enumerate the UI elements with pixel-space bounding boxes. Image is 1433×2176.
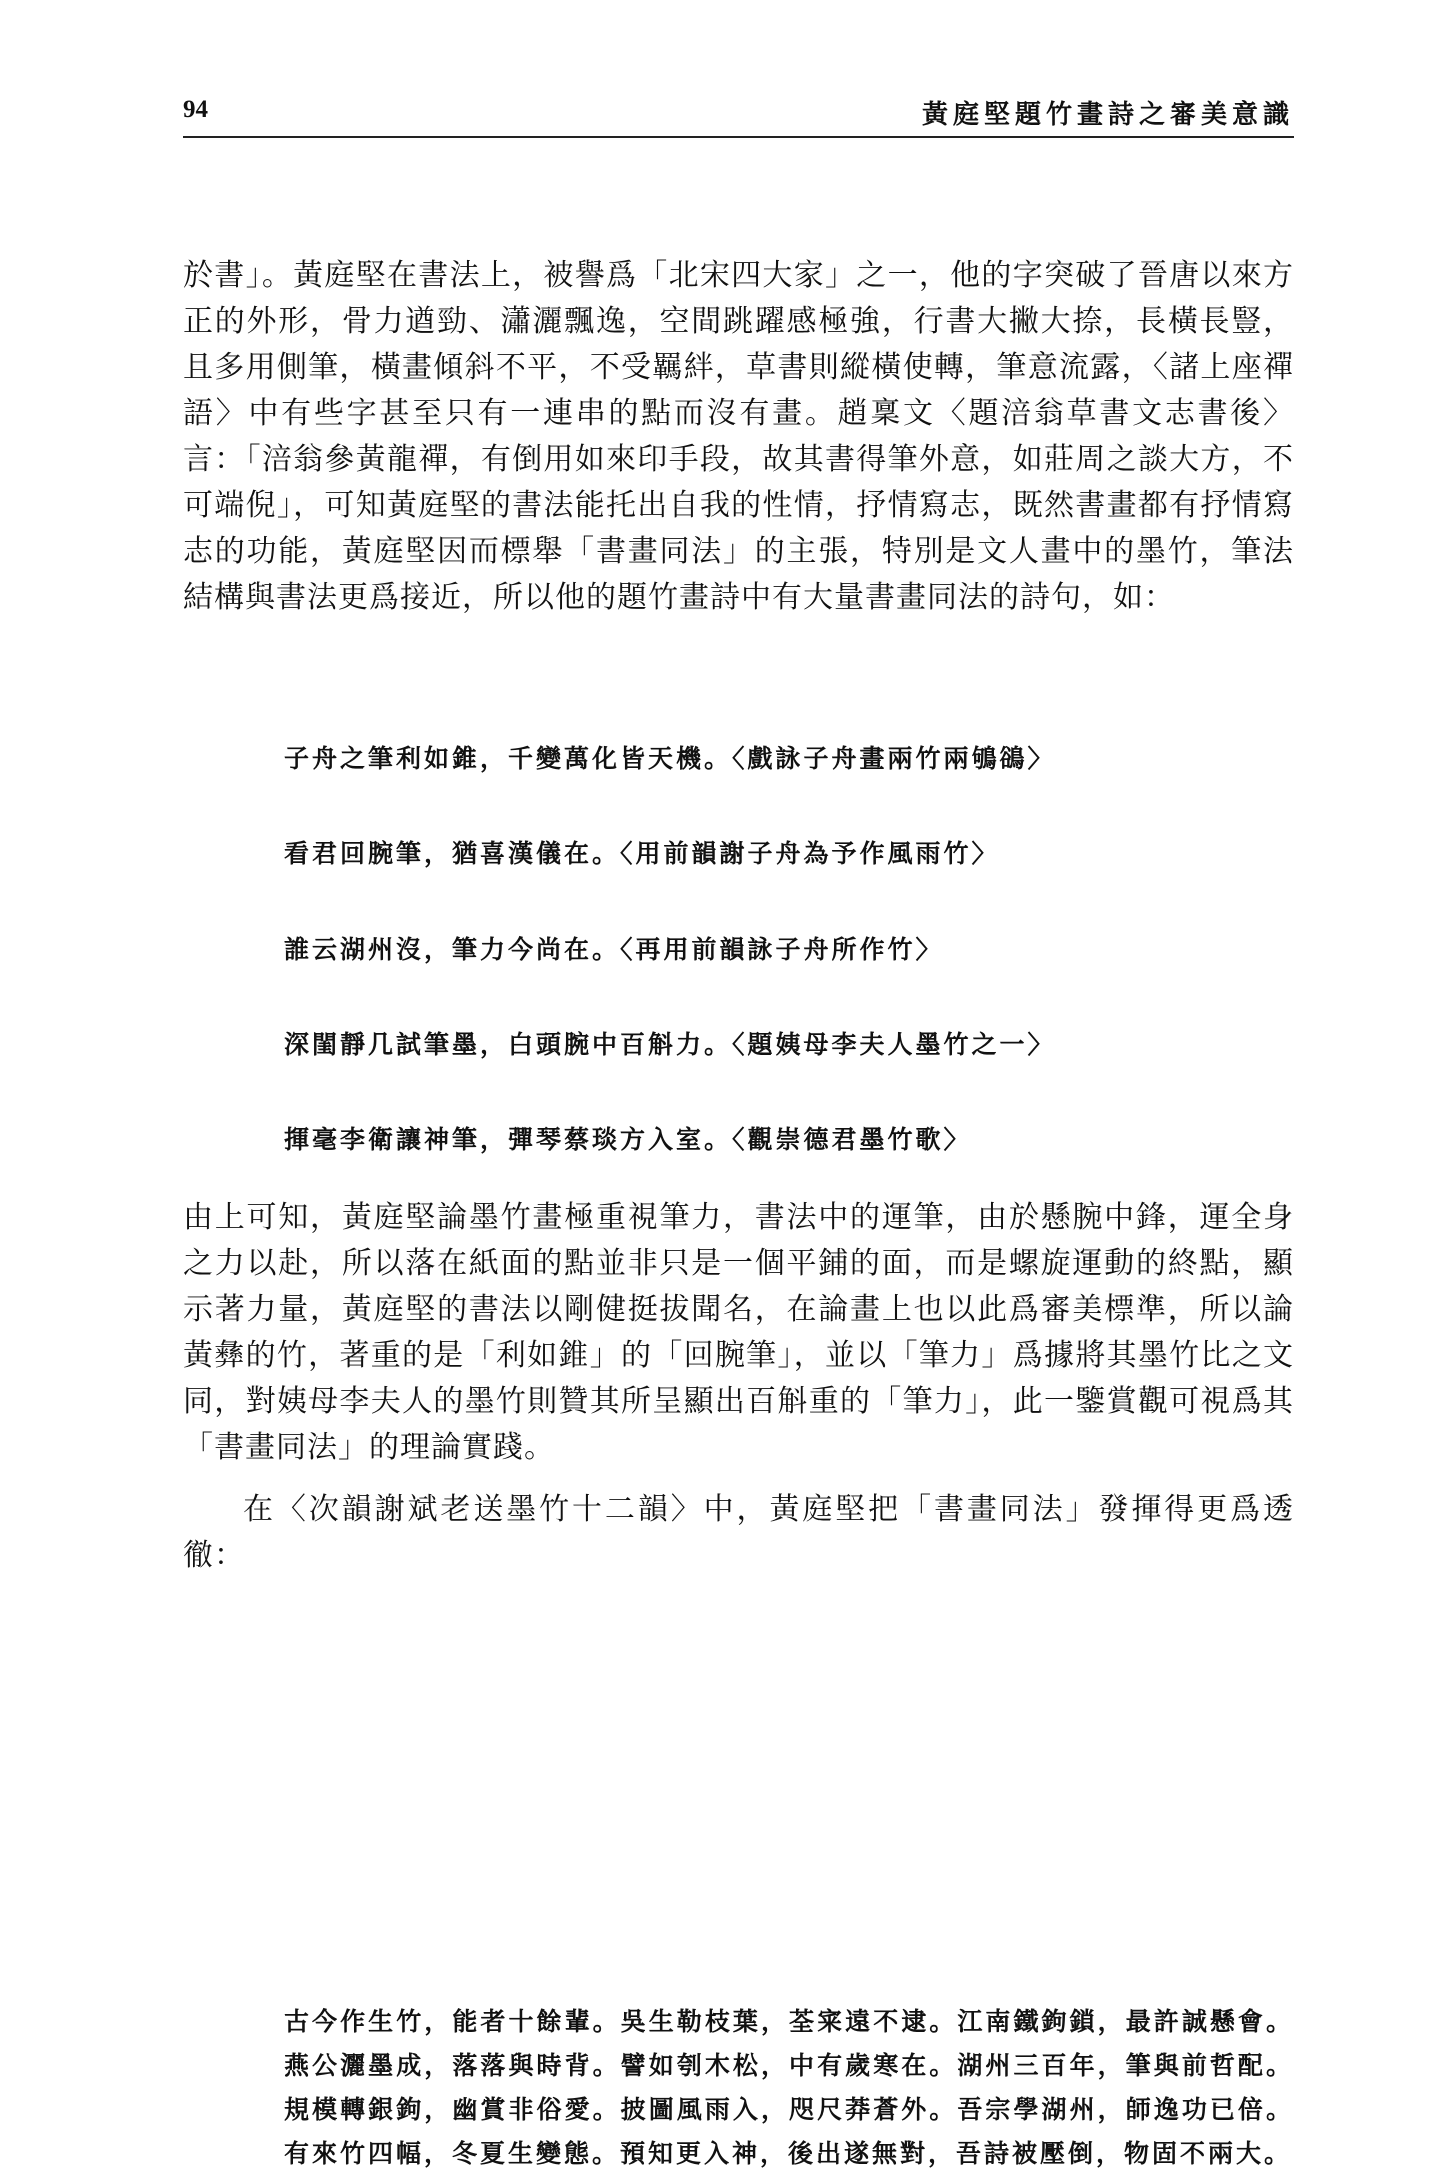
paragraph-1: 於書」。黃庭堅在書法上，被譽爲「北宋四大家」之一，他的字突破了晉唐以來方正的外形，骨力遒勁、瀟灑飄逸，空間跳躍感極強，行書大撇大捺，長橫長豎，且多用側筆，橫畫傾斜不平，不受羈絆，草書則縱橫使轉，筆意流露，〈諸上座禪語〉中有些字甚至只有一連串的點而沒有畫。趙稟文〈題涪翁草書文志書後〉言：「涪翁參黃龍禪，有倒用如來印手段，故其書得筆外意，如莊周之談大方，不可端倪」，可知黃庭堅的書法能托出自我的性情，抒情寫志，既然書畫都有抒情寫志的功能，黃庭堅因而標舉「書畫同法」的主張，特別是文人畫中的墨竹，筆法結構與書法更爲接近，所以他的題竹畫詩中有大量書畫同法的詩句，如： [183, 258, 1294, 615]
running-title: 黃庭堅題竹畫詩之審美意識 [921, 100, 1294, 130]
quote-line-4: 深閨靜几試筆墨，白頭腕中百斛力。〈題姨母李夫人墨竹之一〉 [284, 1030, 1056, 1059]
quote-line-3: 誰云湖州沒，筆力今尚在。〈再用前韻詠子舟所作竹〉 [284, 935, 944, 964]
page-header [183, 92, 1294, 132]
block-quote: 古今作生竹，能者十餘輩。吳生勒枝葉，荃宷遠不逮。江南鐵鉤鎖，最許誠懸會。燕公灑墨成，落落與時背。譬如刳木松，中有歲寒在。湖州三百年，筆與前哲配。規模轉銀鉤，幽賞非俗愛。披圖風雨入，咫尺莽蒼外。吾宗學湖州，師逸功已倍。有來竹四幅，冬夏生變態。預知更入神，後出遂無對，吾詩被壓倒，物固不兩大。 [284, 2007, 1294, 2168]
page-number: 94 [183, 96, 208, 123]
quote-line-1: 子舟之筆利如錐，千變萬化皆天機。〈戲詠子舟畫兩竹兩鴝鵒〉 [284, 744, 1056, 773]
header-rule [183, 136, 1294, 138]
quote-line-5: 揮毫李衛讓神筆，彈琴蔡琰方入室。〈觀崇德君墨竹歌〉 [284, 1125, 972, 1154]
paragraph-3: 在〈次韻謝斌老送墨竹十二韻〉中，黃庭堅把「書畫同法」發揮得更爲透徹： [183, 1492, 1294, 1573]
paragraph-2: 由上可知，黃庭堅論墨竹畫極重視筆力，書法中的運筆，由於懸腕中鋒，運全身之力以赴，所以落在紙面的點並非只是一個平鋪的面，而是螺旋運動的終點，顯示著力量，黃庭堅的書法以剛健挺拔聞名，在論畫上也以此爲審美標準，所以論黃彝的竹，著重的是「利如錐」的「回腕筆」，並以「筆力」爲據將其墨竹比之文同，對姨母李夫人的墨竹則贊其所呈顯出百斛重的「筆力」，此一鑒賞觀可視爲其「書畫同法」的理論實踐。 [183, 1200, 1294, 1465]
quote-line-2: 看君回腕筆，猶喜漢儀在。〈用前韻謝子舟為予作風雨竹〉 [284, 839, 1000, 868]
